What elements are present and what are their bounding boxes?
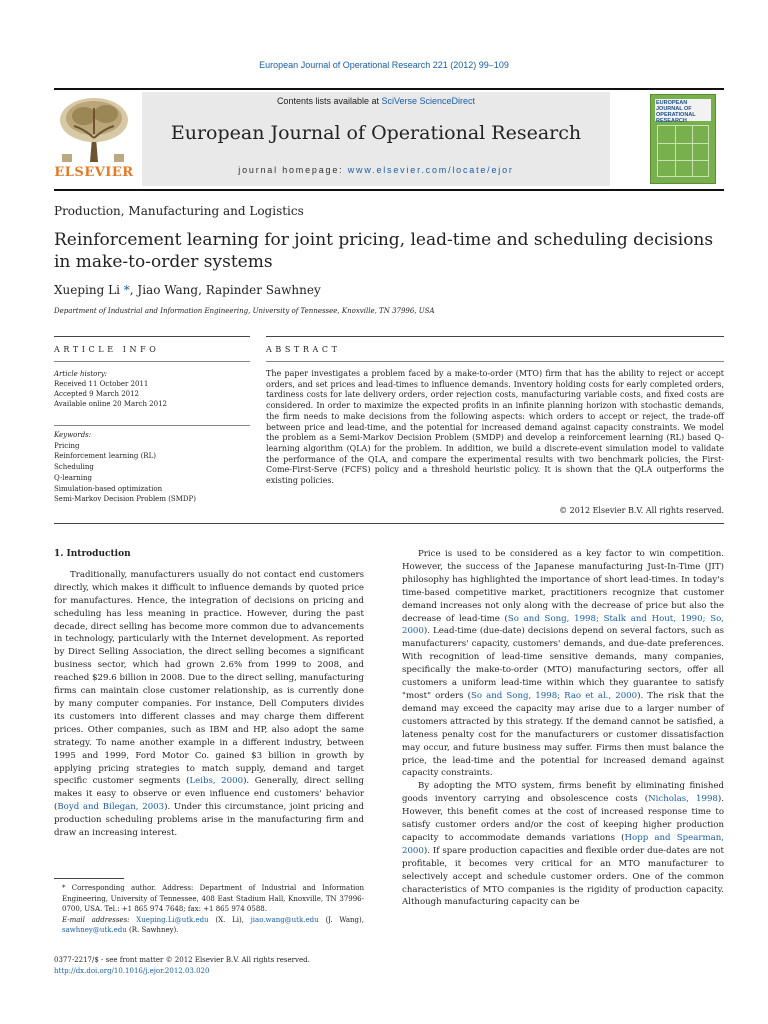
- paper-title-line1: Reinforcement learning for joint pricing, lead-time and scheduling decisions: [54, 230, 714, 250]
- keywords-label: Keywords:: [54, 431, 92, 439]
- keyword-item: Pricing: [54, 441, 80, 450]
- history-received: Received 11 October 2011: [54, 380, 149, 388]
- footnote-rule: [54, 878, 124, 879]
- author-1: Xueping Li: [54, 283, 120, 297]
- keyword-item: Q-learning: [54, 473, 92, 482]
- email-owner: (R. Sawhney).: [126, 926, 179, 934]
- doi-link[interactable]: http://dx.doi.org/10.1016/j.ejor.2012.03.020: [54, 966, 210, 975]
- paper-title-line2: in make-to-order systems: [54, 252, 273, 272]
- abstract-bottom-rule: [54, 523, 724, 524]
- email-link-wang[interactable]: jiao.wang@utk.edu: [250, 915, 319, 924]
- paper-title: [54, 229, 714, 273]
- other-authors: , Jiao Wang, Rapinder Sawhney: [129, 283, 321, 297]
- footnotes: [54, 883, 364, 936]
- body-paragraph: [402, 548, 724, 780]
- abstract-heading: ABSTRACT: [266, 345, 341, 354]
- citation-link[interactable]: So and Song, 1998; Rao et al., 2000: [471, 690, 638, 701]
- introduction-heading: 1. Introduction: [54, 549, 131, 559]
- abstract-top-rule: [266, 336, 724, 337]
- keyword-item: Semi-Markov Decision Problem (SMDP): [54, 495, 196, 504]
- body-paragraph: [402, 780, 724, 909]
- corresponding-author-mark[interactable]: *: [123, 283, 130, 297]
- paragraph-text: By adopting the MTO system, firms benefit by eliminating finished goods inventory carrying and obsolescence costs (: [402, 781, 724, 805]
- citation-link[interactable]: Hopp and Spearman, 2000: [402, 832, 724, 856]
- body-column-left: [54, 548, 364, 840]
- paragraph-text: Traditionally, manufacturers usually do not contact end customers directly, which makes it difficult to influence demands by quoted price for manufactures. Hence, the integration of decisions on pricing and scheduling has less meaning in practice. However, during the past decade, direct selling has become more common due to advancements in technology, particularly with the Internet development. As reported by Direct Selling Association, the direct selling becomes a significant business sector, which had grown 2.6% from 1999 to 2008, and reached $29.6 billion in 2008. Due to the direct selling, manufacturing firms can maintain close customer relationship, as is currently done by many computer companies. For instance, Dell Computers divides its customers into different classes and may charge them different prices. Other companies, such as IBM and HP, also adopt the same strategy. To name another example in a different industry, between 1995 and 1999, Ford Motor Co. gained $3 billion in growth by applying pricing strategies to match supply, demand and target specific customer segments (: [54, 569, 364, 787]
- article-history: [54, 369, 250, 409]
- keywords: [54, 430, 250, 505]
- tree-icon: [54, 94, 134, 164]
- banner-bottom-rule: [54, 189, 724, 191]
- paragraph-text: ). Under this circumstance, joint pricing and production scheduling problems arise in the manufacturing firm and draw an increasing interest.: [54, 802, 364, 839]
- paragraph-text: ). If spare production capacities and flexible order due-dates are not profitable, it becomes very critical for an MTO manufacturer to selectively accept and schedule customer orders. One of the common characteristics of MTO companies is the rigidity of production capacity. Although manufacturing capacity can be: [402, 845, 724, 908]
- contents-prefix: Contents lists available at: [276, 96, 382, 106]
- history-label: Article history:: [54, 370, 108, 378]
- article-info-top-rule: [54, 336, 250, 337]
- banner-top-rule: [54, 88, 724, 90]
- cover-title-text: EUROPEAN JOURNAL OF OPERATIONAL RESEARCH: [656, 100, 696, 124]
- issn-line: 0377-2217/$ - see front matter © 2012 Elsevier B.V. All rights reserved.: [54, 956, 310, 964]
- journal-citation[interactable]: European Journal of Operational Research 221 (2012) 99–109: [259, 60, 509, 70]
- citation-link[interactable]: So and Song, 1998; Stalk and Hout, 1990; So, 2000: [402, 613, 724, 637]
- email-label: E-mail addresses:: [62, 915, 130, 924]
- body-column-right: [402, 548, 724, 909]
- elsevier-wordmark: ELSEVIER: [54, 165, 134, 180]
- corresponding-author-note: * Corresponding author. Address: Department of Industrial and Information Engineering, University of Tennessee, 408 East Stadium Hall, Knoxville, TN 37996-0700, USA. Tel.: +1 865 974 7648; fax: +1 865 974 0588.: [62, 884, 364, 913]
- article-info-heading-rule: [54, 361, 250, 362]
- abstract-text: The paper investigates a problem faced by a make-to-order (MTO) firm that has the ability to reject or accept orders, and set prices and lead-times to influence demands. Inventory holding costs for early completed orders, tardiness costs for late delivery orders, order rejection costs, manufacturing variable costs, and fixed costs are considered. In order to maximize the expected profits in an infinite planning horizon with stochastic demands, the firm needs to make decisions from the following aspects: which orders to accept or reject, the trade-off between price and lead-time, and the potential for increased demand against capacity constraints. We model the problem as a Semi-Markov Decision Problem (SMDP) and develop a reinforcement learning (RL) based Q-learning algorithm (QLA) for the problem. In addition, we build a discrete-event simulation model to validate the performance of the QLA, and compare the experimental results with two benchmark policies, the First-Come-First-Serve (FCFS) policy and a threshold heuristic policy. It is shown that the QLA outperforms the existing policies.: [266, 369, 724, 486]
- citation-link[interactable]: Nicholas, 1998: [648, 794, 718, 805]
- homepage-url-link[interactable]: www.elsevier.com/locate/ejor: [347, 165, 514, 175]
- paragraph-text: ). However, this benefit comes at the cost of increased response time to satisfy customer orders and/or the cost of keeping higher production capacity to accommodate demands variations (: [402, 794, 724, 843]
- paragraph-text: ). Generally, direct selling makes it easy to observe or even influence end customers' behavior (: [54, 776, 365, 813]
- journal-cover-thumbnail: [650, 94, 716, 184]
- keyword-item: Simulation-based optimization: [54, 484, 163, 493]
- citation-link[interactable]: Boyd and Bilegan, 2003: [57, 802, 165, 813]
- journal-title: European Journal of Operational Research: [170, 122, 582, 144]
- affiliation: Department of Industrial and Information Engineering, University of Tennessee, Knoxville, TN 37996, USA: [54, 307, 435, 315]
- history-online: Available online 20 March 2012: [54, 400, 168, 408]
- abstract-heading-rule: [266, 361, 724, 362]
- cover-graphic: [657, 125, 709, 177]
- abstract-copyright: © 2012 Elsevier B.V. All rights reserved.: [559, 506, 724, 515]
- keyword-item: Scheduling: [54, 463, 94, 472]
- history-accepted: Accepted 9 March 2012: [54, 390, 140, 398]
- body-paragraph: [54, 569, 364, 840]
- author-list: [54, 283, 321, 297]
- citation-link[interactable]: Leibs, 2000: [189, 776, 244, 787]
- paragraph-text: ). Lead-time (due-date) decisions depend on several factors, such as manufacturers' capacity, customers' demands, and due-date preferences. With recognition of lead-time sensitive demands, many companies, specifically the make-to-order (MTO) manufacturing sectors, offer all customers a uniform lead-time within which they guarantee to satisfy "most" orders (: [402, 626, 724, 701]
- email-owner: (X. Li),: [208, 915, 251, 924]
- sciverse-link[interactable]: SciVerse ScienceDirect: [381, 96, 476, 106]
- article-info-heading: ARTICLE INFO: [54, 345, 160, 354]
- keywords-rule: [54, 425, 250, 426]
- email-link-li[interactable]: Xueping.Li@utk.edu: [136, 915, 209, 924]
- email-addresses: [54, 915, 364, 936]
- journal-homepage-line: [142, 165, 610, 175]
- contents-available-line: [142, 96, 610, 106]
- keyword-item: Reinforcement learning (RL): [54, 452, 156, 461]
- bottom-info: [54, 955, 384, 976]
- article-section: Production, Manufacturing and Logistics: [54, 204, 304, 218]
- email-owner: (J. Wang),: [318, 915, 364, 924]
- homepage-prefix: journal homepage:: [238, 165, 348, 175]
- email-link-sawhney[interactable]: sawhney@utk.edu: [62, 926, 127, 934]
- paragraph-text: ). The risk that the demand may exceed the capacity may arise due to a larger number of customers attracted by this strategy. If the demand cannot be satisfied, a lateness penalty cost for the manufacturers or customer dissatisfaction may occur, and future business may suffer. Firms then must balance the price, the lead-time and the potential for increased demand against capacity constraints.: [402, 690, 724, 779]
- paragraph-text: Price is used to be considered as a key factor to win competition. However, the success of the Japanese manufacturing Just-In-Time (JIT) philosophy has highlighted the importance of short lead-times. In today's time-based competitive market, practitioners recognize that customer demand increases not only along with the decrease of price but also the decrease of lead-time (: [402, 549, 724, 624]
